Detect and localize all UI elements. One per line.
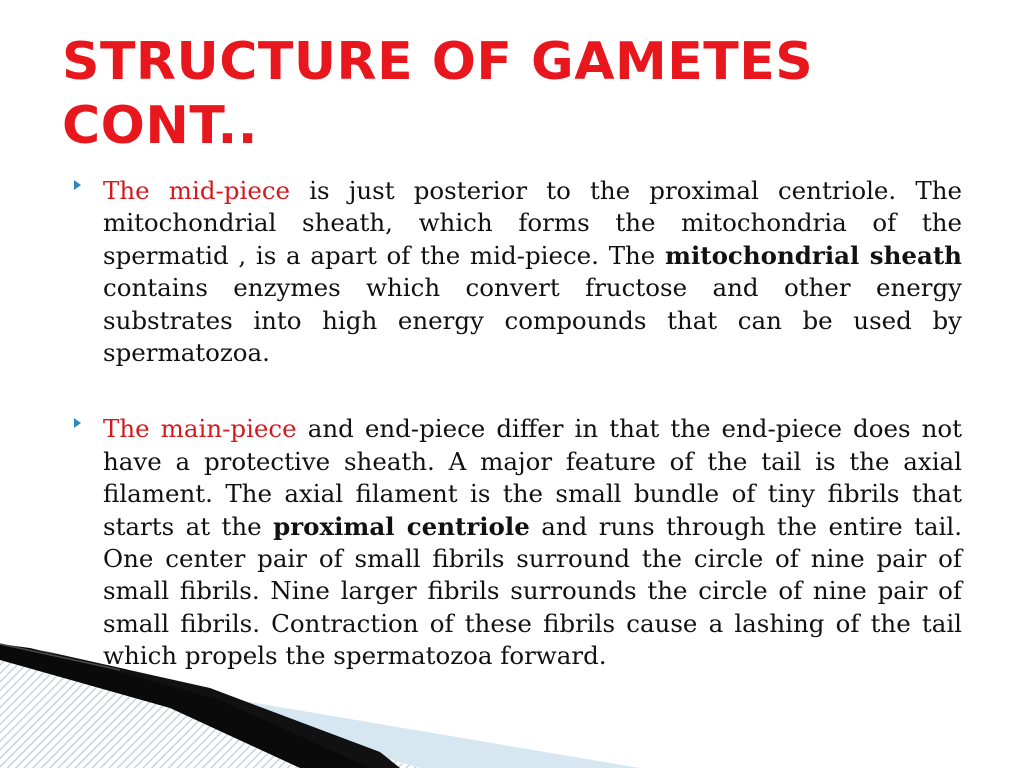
mitochondrial-sheath-term: mitochondrial sheath <box>665 240 962 270</box>
slide-title-line-2: CONT.. <box>62 96 258 156</box>
corner-decoration <box>0 630 1024 768</box>
main-piece-text-1: and end-piece differ in that the end-piece does not have a protective sheath. A major feature of the tail is the axial filament. The axial filament is the small bundle of tiny fibrils that starts at the <box>103 414 962 541</box>
bullet-item-mid-piece <box>74 175 962 369</box>
proximal-centriole-term: proximal centriole <box>273 511 530 541</box>
mid-piece-text-1: is just posterior to the proximal centriole. The mitochondrial sheath, which forms the mitochondria of the spermatid , is a apart of the mid-piece. The <box>103 176 962 270</box>
bullet-list <box>74 175 962 673</box>
mid-piece-term: The mid-piece <box>103 176 291 205</box>
bullet-arrow-icon <box>74 180 81 190</box>
slide-title-line-1: STRUCTURE OF GAMETES <box>62 32 814 92</box>
bullet-arrow-icon <box>74 418 81 428</box>
main-piece-term: The main-piece <box>103 414 297 444</box>
main-piece-text-2: and runs through the entire tail. One center pair of small fibrils surround the circle of nine pair of small fibrils. Nine larger fibrils surrounds the circle of nine pair of small fibrils. Contraction of these fibrils cause a lashing of the tail which propels the spermatozoa forward. <box>103 511 962 671</box>
mid-piece-text-2: contains enzymes which convert fructose and other energy substrates into high energy compounds that can be used by spermatozoa. <box>103 273 962 368</box>
slide-title <box>62 30 962 158</box>
